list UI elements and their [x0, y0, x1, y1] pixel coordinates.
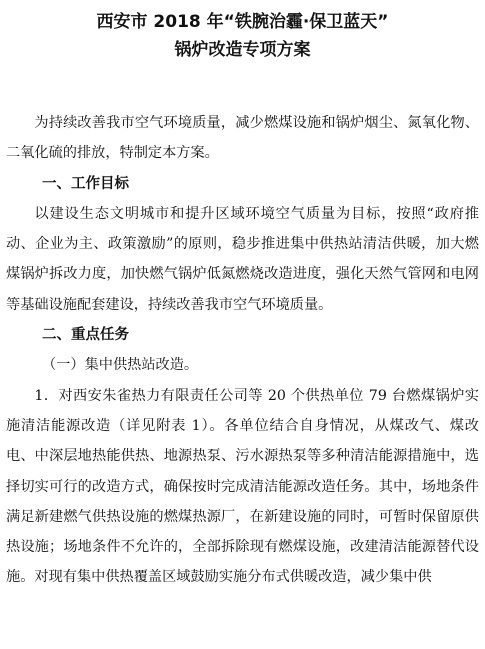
section1-heading: 一、工作目标 — [42, 175, 129, 192]
title-spacer — [6, 64, 479, 108]
document-title-line1: 西安市 2018 年“铁腕治霾·保卫蓝天” — [96, 12, 389, 32]
subsection1-heading: （一）集中供热站改造。 — [42, 357, 199, 374]
section2-heading: 二、重点任务 — [42, 327, 129, 344]
document-title-line2: 锅炉改造专项方案 — [174, 40, 311, 60]
item1-paragraph: 1．对西安朱雀热力有限责任公司等 20 个供热单位 79 台燃煤锅炉实施清洁能源改造（详见附表 1）。各单位结合自身情况，从煤改气、煤改电、中深层地热能供热、地源热泵、污水源热泵等多种清洁能源措施中，选择切实可行的改造方式，确保按时完成清洁能源改造任务。其中，场地条件满足新建燃气供热设施的燃煤热源厂，在新建设施的同时，可暂时保留原供热设施；场地条件不允许的，全部拆除现有燃煤设施，改建清洁能源替代设施。对现有集中供热覆盖区域鼓励实施分布式供暖改造，减少集中供 — [6, 387, 479, 586]
intro-paragraph: 为持续改善我市空气环境质量，减少燃煤设施和锅炉烟尘、氮氧化物、二氧化硫的排放，特制定本方案。 — [6, 115, 479, 162]
section1-paragraph: 以建设生态文明城市和提升区域环境空气质量为目标，按照“政府推动、企业为主、政策激励”的原则，稳步推进集中供热站清洁供暖，加大燃煤锅炉拆改力度，加快燃气锅炉低氮燃烧改造进度，强化天然气管网和电网等基础设施配套建设，持续改善我市空气环境质量。 — [6, 205, 479, 313]
